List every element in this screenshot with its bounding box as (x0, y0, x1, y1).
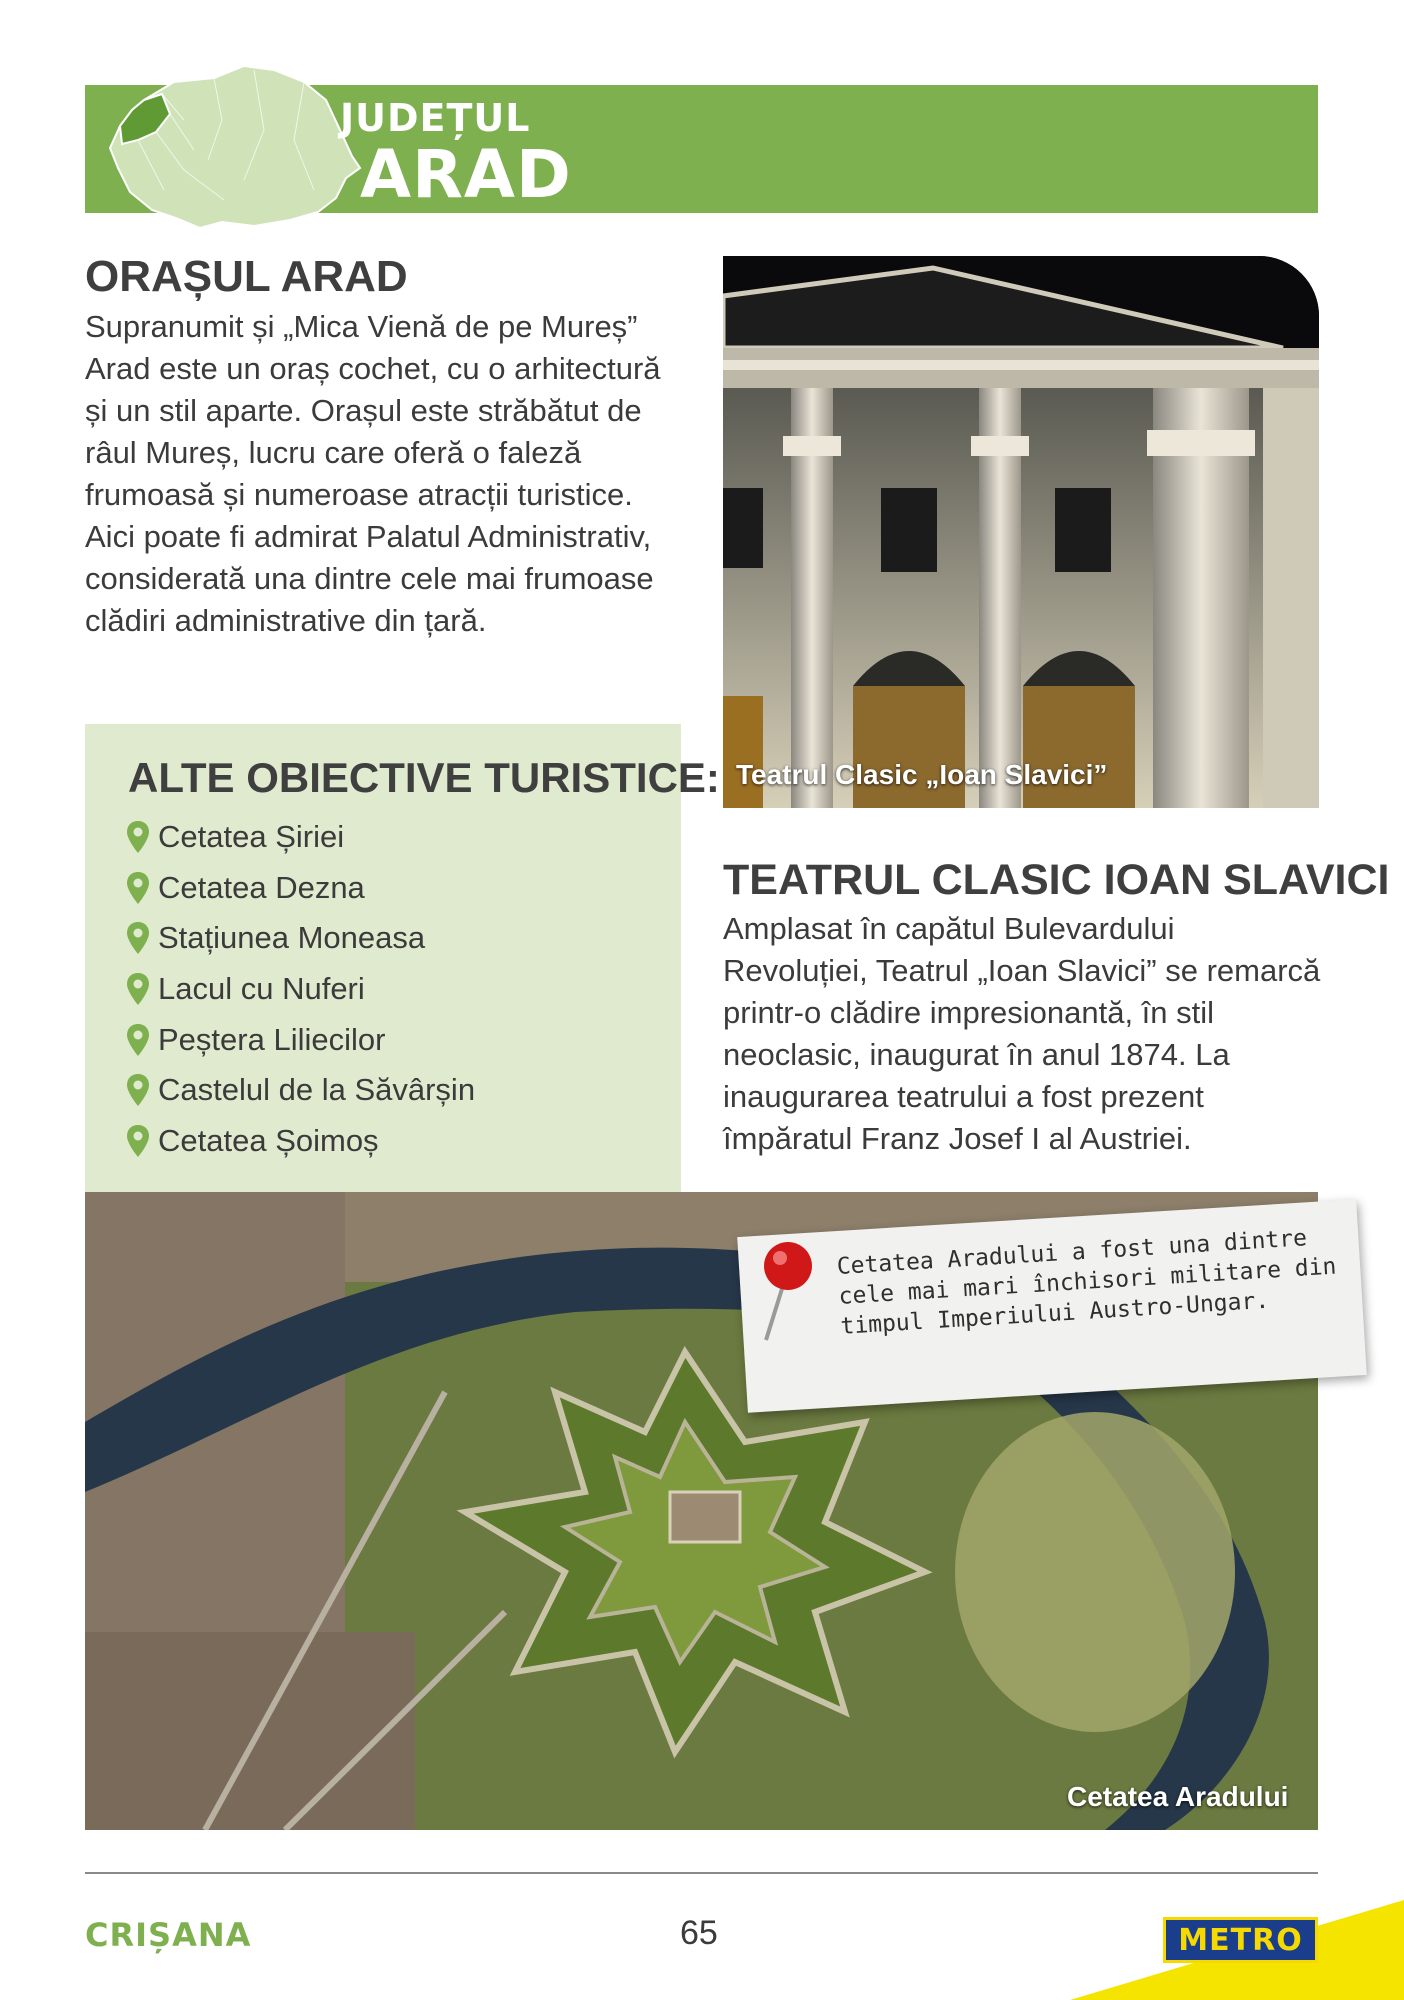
note-card-text: Cetatea Aradului a fost una dintre cele mai mari închisori militare din timpul Imperiului Austro-Ungar. (836, 1225, 1338, 1340)
location-pin-icon (126, 921, 150, 955)
attraction-label: Cetatea Șoimoș (158, 1122, 379, 1158)
city-description: Supranumit și „Mica Vienă de pe Mureș” Arad este un oraș cochet, cu o arhitectură și un stil aparte. Orașul este străbătut de râul Mureș, lucru care oferă o faleză frumoasă și numeroase atracții turistice. Aici poate fi admirat Palatul Administrativ, considerată una dintre cele mai frumoase clădiri administrative din țară. (85, 309, 661, 638)
attractions-list (126, 812, 475, 1166)
attraction-label: Cetatea Dezna (158, 869, 365, 905)
attractions-heading: ALTE OBIECTIVE TURISTICE: (128, 754, 720, 801)
list-item (126, 863, 475, 914)
theatre-photo-caption: Teatrul Clasic „Ioan Slavici” (736, 759, 1108, 790)
list-item (126, 964, 475, 1015)
theatre-facade-illustration (723, 256, 1319, 808)
location-pin-icon (126, 1023, 150, 1057)
footer-region: CRIȘANA (85, 1916, 252, 1954)
location-pin-icon (126, 1124, 150, 1158)
theatre-heading: TEATRUL CLASIC IOAN SLAVICI (723, 856, 1390, 904)
theatre-photo (723, 256, 1319, 808)
list-item (126, 913, 475, 964)
footer-divider (85, 1872, 1318, 1874)
page-number: 65 (680, 1914, 718, 1952)
location-pin-icon (126, 871, 150, 905)
attraction-label: Stațiunea Moneasa (158, 920, 426, 956)
romania-map-icon (104, 60, 364, 240)
metro-logo: METRO (1163, 1917, 1318, 1963)
list-item (126, 1116, 475, 1167)
pushpin-icon (752, 1236, 822, 1346)
list-item (126, 1065, 475, 1116)
attraction-label: Peștera Liliecilor (158, 1021, 386, 1057)
attraction-label: Castelul de la Săvârșin (158, 1072, 476, 1108)
city-heading: ORAȘUL ARAD (85, 252, 408, 301)
attraction-label: Lacul cu Nuferi (158, 971, 365, 1007)
location-pin-icon (126, 972, 150, 1006)
list-item (126, 812, 475, 863)
fortress-photo-caption: Cetatea Aradului (1067, 1781, 1289, 1812)
banner-title: ARAD (360, 136, 572, 213)
list-item (126, 1014, 475, 1065)
location-pin-icon (126, 820, 150, 854)
banner-kicker: JUDEȚUL (340, 96, 531, 140)
location-pin-icon (126, 1073, 150, 1107)
attraction-label: Cetatea Șiriei (158, 819, 345, 855)
theatre-description: Amplasat în capătul Bulevardului Revoluției, Teatrul „Ioan Slavici” se remarcă printr-o clădire impresionantă, în stil neoclasic, inaugurat în anul 1874. La inaugurarea teatrului a fost prezent împăratul Franz Josef I al Austriei. (723, 911, 1321, 1156)
